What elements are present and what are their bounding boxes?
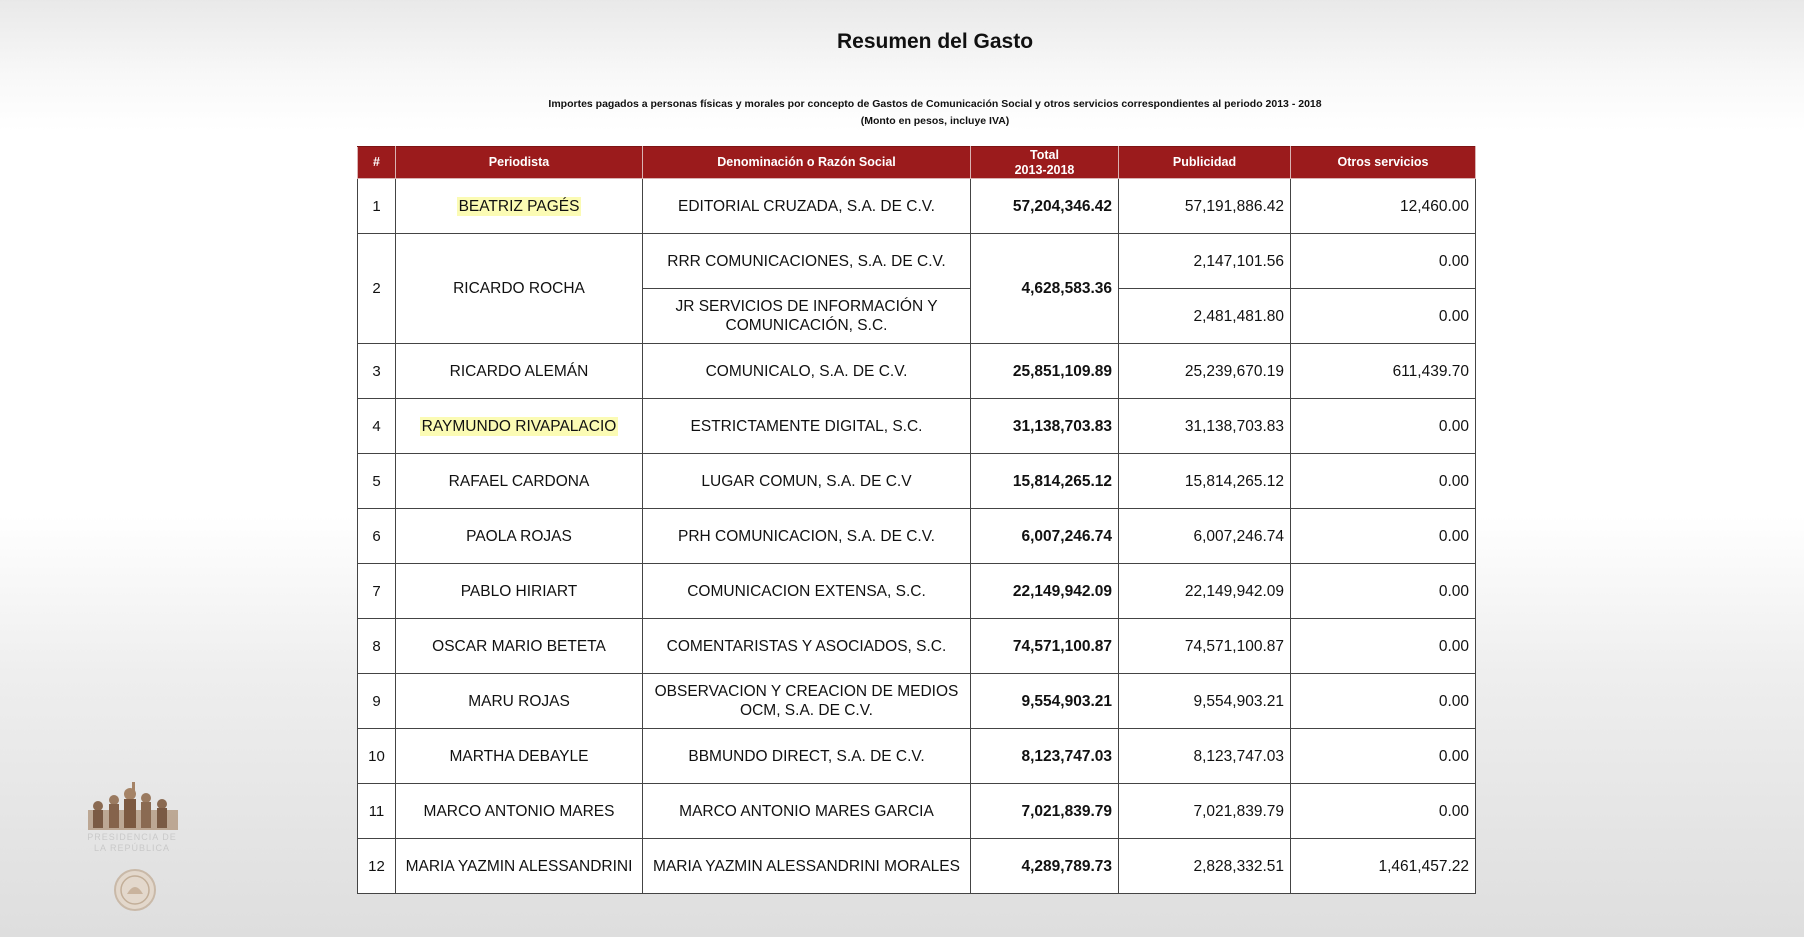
- periodista-cell: PABLO HIRIART: [396, 564, 643, 619]
- total-cell: 74,571,100.87: [971, 619, 1119, 674]
- presidency-logo: [80, 780, 190, 920]
- header-row: [358, 147, 1476, 179]
- publicidad-cell: 2,828,332.51: [1119, 839, 1291, 894]
- row-number: 5: [358, 454, 396, 509]
- periodista-cell: RAFAEL CARDONA: [396, 454, 643, 509]
- publicidad-cell: 25,239,670.19: [1119, 344, 1291, 399]
- razon-social-cell: MARIA YAZMIN ALESSANDRINI MORALES: [643, 839, 971, 894]
- row-number: 10: [358, 729, 396, 784]
- header-publicidad: Publicidad: [1119, 147, 1291, 179]
- otros-servicios-cell: 12,460.00: [1291, 179, 1476, 234]
- razon-social-cell: OBSERVACION Y CREACION DE MEDIOS OCM, S.A. DE C.V.: [643, 674, 971, 729]
- total-cell: 25,851,109.89: [971, 344, 1119, 399]
- row-number: 4: [358, 399, 396, 454]
- publicidad-cell: 6,007,246.74: [1119, 509, 1291, 564]
- heroes-figures-icon: [88, 780, 178, 830]
- otros-servicios-cell: 0.00: [1291, 509, 1476, 564]
- total-cell: 7,021,839.79: [971, 784, 1119, 839]
- publicidad-cell: 7,021,839.79: [1119, 784, 1291, 839]
- table-row: [358, 839, 1476, 894]
- total-cell: 15,814,265.12: [971, 454, 1119, 509]
- table-row: [358, 784, 1476, 839]
- total-cell: 57,204,346.42: [971, 179, 1119, 234]
- razon-social-cell: PRH COMUNICACION, S.A. DE C.V.: [643, 509, 971, 564]
- publicidad-cell: 57,191,886.42: [1119, 179, 1291, 234]
- otros-servicios-cell: 0.00: [1291, 454, 1476, 509]
- subtitle-line-2: (Monto en pesos, incluye IVA): [860, 115, 1010, 127]
- row-number: 8: [358, 619, 396, 674]
- publicidad-cell: 8,123,747.03: [1119, 729, 1291, 784]
- row-number: 3: [358, 344, 396, 399]
- total-cell: 22,149,942.09: [971, 564, 1119, 619]
- row-number: 9: [358, 674, 396, 729]
- total-cell: 4,289,789.73: [971, 839, 1119, 894]
- total-cell: 31,138,703.83: [971, 399, 1119, 454]
- razon-social-cell: ESTRICTAMENTE DIGITAL, S.C.: [643, 399, 971, 454]
- periodista-cell: MARCO ANTONIO MARES: [396, 784, 643, 839]
- table-row: [358, 619, 1476, 674]
- row-number: 7: [358, 564, 396, 619]
- publicidad-cell: 22,149,942.09: [1119, 564, 1291, 619]
- header-otros-servicios: Otros servicios: [1291, 147, 1476, 179]
- publicidad-cell: 9,554,903.21: [1119, 674, 1291, 729]
- header-total-line-1: Total: [1030, 147, 1059, 162]
- periodista-cell: RICARDO ROCHA: [396, 234, 643, 344]
- otros-servicios-cell: 0.00: [1291, 619, 1476, 674]
- total-cell: 6,007,246.74: [971, 509, 1119, 564]
- table-row: [358, 344, 1476, 399]
- periodista-name-highlighted: RAYMUNDO RIVAPALACIO: [421, 417, 617, 435]
- otros-servicios-cell: 0.00: [1291, 234, 1476, 289]
- government-seal-icon: [113, 868, 157, 912]
- otros-servicios-cell: 1,461,457.22: [1291, 839, 1476, 894]
- razon-social-cell: COMENTARISTAS Y ASOCIADOS, S.C.: [643, 619, 971, 674]
- header-total: [971, 147, 1119, 179]
- table-row: [358, 674, 1476, 729]
- table-subtitle: [0, 96, 1804, 130]
- otros-servicios-cell: 0.00: [1291, 784, 1476, 839]
- page-title: Resumen del Gasto: [836, 30, 1034, 53]
- razon-social-cell: RRR COMUNICACIONES, S.A. DE C.V.: [643, 234, 971, 289]
- subtitle-line-1: Importes pagados a personas físicas y morales por concepto de Gastos de Comunicación Social y otros servicios correspondientes al periodo 2013 - 2018: [548, 98, 1322, 110]
- otros-servicios-cell: 0.00: [1291, 289, 1476, 344]
- periodista-cell: MARTHA DEBAYLE: [396, 729, 643, 784]
- razon-social-cell: COMUNICACION EXTENSA, S.C.: [643, 564, 971, 619]
- presidency-logo-text-line-2: LA REPÚBLICA: [93, 843, 171, 853]
- table-row: [358, 234, 1476, 289]
- row-number: 2: [358, 234, 396, 344]
- periodista-cell: [396, 179, 643, 234]
- table-row: [358, 509, 1476, 564]
- publicidad-cell: 31,138,703.83: [1119, 399, 1291, 454]
- table-row: [358, 564, 1476, 619]
- table-row: [358, 454, 1476, 509]
- periodista-cell: MARU ROJAS: [396, 674, 643, 729]
- row-number: 12: [358, 839, 396, 894]
- periodista-cell: [396, 399, 643, 454]
- razon-social-cell: BBMUNDO DIRECT, S.A. DE C.V.: [643, 729, 971, 784]
- otros-servicios-cell: 0.00: [1291, 674, 1476, 729]
- otros-servicios-cell: 0.00: [1291, 399, 1476, 454]
- row-number: 1: [358, 179, 396, 234]
- periodista-cell: OSCAR MARIO BETETA: [396, 619, 643, 674]
- table-row: [358, 399, 1476, 454]
- otros-servicios-cell: 611,439.70: [1291, 344, 1476, 399]
- total-cell: 4,628,583.36: [971, 234, 1119, 344]
- presidency-logo-text: [82, 832, 182, 854]
- razon-social-cell: JR SERVICIOS DE INFORMACIÓN Y COMUNICACIÓN, S.C.: [643, 289, 971, 344]
- row-number: 6: [358, 509, 396, 564]
- total-cell: 9,554,903.21: [971, 674, 1119, 729]
- presidency-logo-text-line-1: PRESIDENCIA DE: [87, 832, 177, 842]
- expense-table: [357, 146, 1476, 894]
- header-periodista: Periodista: [396, 147, 643, 179]
- publicidad-cell: 74,571,100.87: [1119, 619, 1291, 674]
- total-cell: 8,123,747.03: [971, 729, 1119, 784]
- header-razon-social: Denominación o Razón Social: [643, 147, 971, 179]
- razon-social-cell: COMUNICALO, S.A. DE C.V.: [643, 344, 971, 399]
- publicidad-cell: 2,481,481.80: [1119, 289, 1291, 344]
- razon-social-cell: EDITORIAL CRUZADA, S.A. DE C.V.: [643, 179, 971, 234]
- razon-social-cell: MARCO ANTONIO MARES GARCIA: [643, 784, 971, 839]
- periodista-cell: MARIA YAZMIN ALESSANDRINI: [396, 839, 643, 894]
- otros-servicios-cell: 0.00: [1291, 564, 1476, 619]
- razon-social-cell: LUGAR COMUN, S.A. DE C.V: [643, 454, 971, 509]
- publicidad-cell: 2,147,101.56: [1119, 234, 1291, 289]
- table-row: [358, 179, 1476, 234]
- otros-servicios-cell: 0.00: [1291, 729, 1476, 784]
- row-number: 11: [358, 784, 396, 839]
- header-total-line-2: 2013-2018: [1014, 162, 1075, 177]
- publicidad-cell: 15,814,265.12: [1119, 454, 1291, 509]
- periodista-name-highlighted: BEATRIZ PAGÉS: [458, 197, 580, 215]
- header-num: #: [358, 147, 396, 179]
- table-row: [358, 729, 1476, 784]
- periodista-cell: PAOLA ROJAS: [396, 509, 643, 564]
- periodista-cell: RICARDO ALEMÁN: [396, 344, 643, 399]
